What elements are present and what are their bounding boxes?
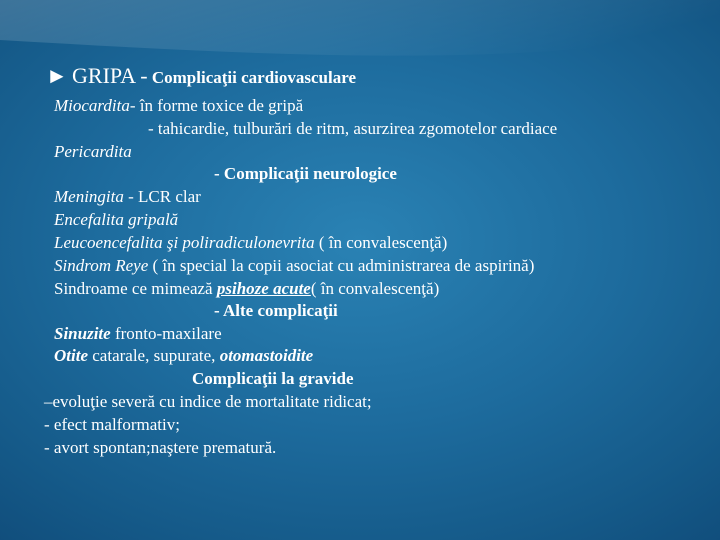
sinuzite-text: fronto-maxilare bbox=[114, 324, 222, 343]
gravide-item: - avort spontan;naştere prematură. bbox=[44, 438, 277, 457]
otite-line bbox=[54, 346, 313, 366]
gravide-heading: Complicaţii la gravide bbox=[192, 369, 354, 388]
reye-term: Sindrom Reye bbox=[54, 256, 149, 275]
gravide-item: - efect malformativ; bbox=[44, 415, 180, 434]
leuco-text: ( în convalescenţă) bbox=[318, 233, 448, 252]
alte-heading-text: Alte complicaţii bbox=[222, 301, 338, 320]
otite-text: catarale, supurate, bbox=[92, 346, 216, 365]
bullet-arrow-icon: ► bbox=[46, 63, 68, 88]
reye-line bbox=[54, 256, 534, 276]
alte-heading bbox=[214, 301, 338, 321]
title-main: GRIPA bbox=[72, 63, 137, 88]
meningita-text: LCR clar bbox=[138, 187, 201, 206]
encefalita: Encefalita gripală bbox=[54, 210, 179, 229]
neuro-heading-text: Complicaţii neurologice bbox=[223, 164, 397, 183]
alte-heading-dash: - bbox=[214, 301, 220, 320]
sinuzite-line bbox=[54, 324, 222, 344]
leuco-line bbox=[54, 233, 447, 253]
title-dash: - bbox=[140, 63, 148, 88]
neuro-heading-dash: - bbox=[214, 164, 220, 183]
meningita-line bbox=[54, 187, 201, 207]
miocardita-term: Miocardita bbox=[54, 96, 130, 115]
psihoze-term: psihoze acute bbox=[216, 279, 311, 298]
meningita-term: Meningita - bbox=[54, 187, 134, 206]
psihoze-after: ( în convalescenţă) bbox=[310, 279, 440, 298]
neuro-heading bbox=[214, 164, 397, 184]
title-subtitle: Complicaţii cardiovasculare bbox=[151, 68, 356, 87]
miocardita-detail: - tahicardie, tulburări de ritm, asurzirea zgomotelor cardiace bbox=[148, 119, 558, 138]
miocardita-line bbox=[54, 96, 303, 116]
gravide-item: –evoluţie severă cu indice de mortalitate ridicat; bbox=[44, 392, 372, 411]
sinuzite-term: Sinuzite bbox=[54, 324, 111, 343]
leuco-term: Leucoencefalita şi poliradiculonevrita bbox=[54, 233, 315, 252]
otite-term: Otite bbox=[54, 346, 88, 365]
slide-title bbox=[46, 63, 356, 88]
pericardita: Pericardita bbox=[54, 142, 132, 161]
otite-term2: otomastoidite bbox=[219, 346, 314, 365]
miocardita-text: - în forme toxice de gripă bbox=[129, 96, 304, 115]
psihoze-before: Sindroame ce mimează bbox=[54, 279, 213, 298]
psihoze-line bbox=[54, 279, 439, 299]
reye-text: ( în special la copii asociat cu administrarea de aspirină) bbox=[152, 256, 535, 275]
